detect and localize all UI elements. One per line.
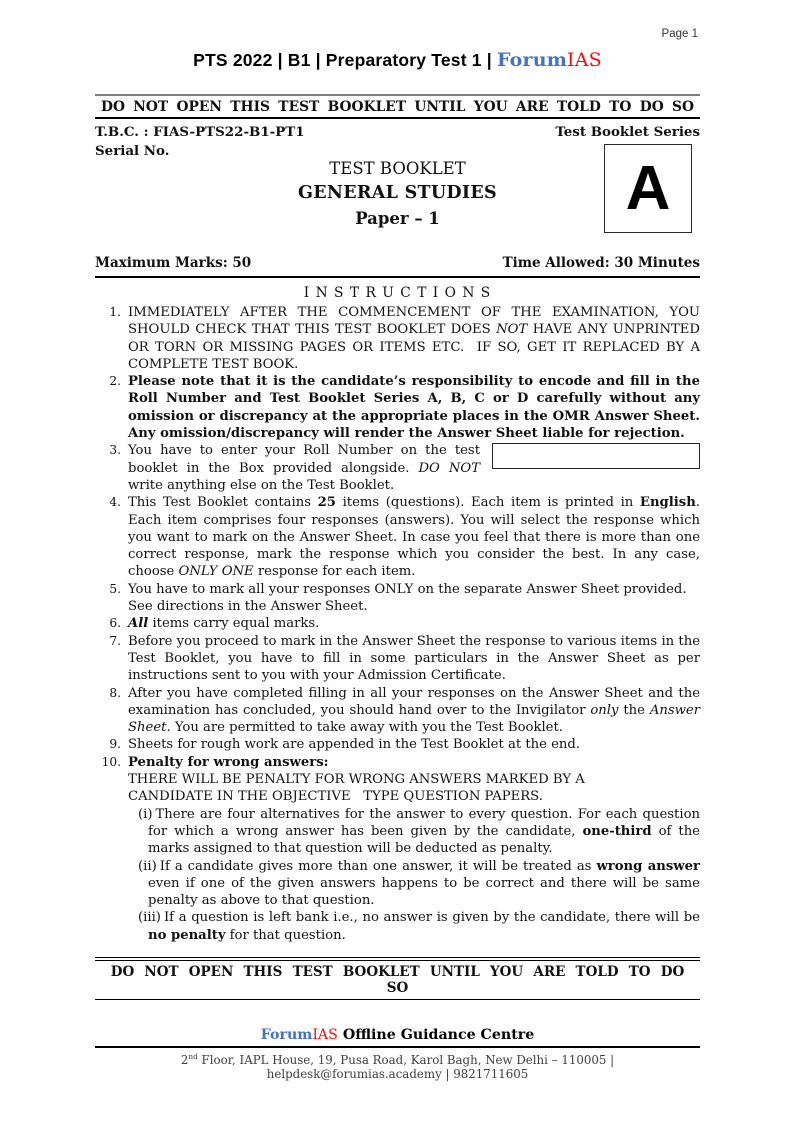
- instruction-subitem-ii: (ii) If a candidate gives more than one answer, it will be treated as wrong answer even if one of the given answers happens to be correct and there will be same penalty as above to that question.: [138, 858, 700, 909]
- instruction-item-6: [95, 615, 700, 632]
- instruction-number: 3.: [109, 443, 121, 458]
- document-header-title: [95, 49, 700, 71]
- footer-logo-ias: IAS: [312, 1026, 338, 1043]
- series-letter: A: [625, 153, 671, 223]
- instruction-text: Before you proceed to mark in the Answer Sheet the response to various items in the Test Booklet, you have to fill in some particulars in the Answer Sheet as per instructions sent to you with your Admission Certificate.: [128, 633, 700, 684]
- serial-number-label: Serial No.: [95, 143, 170, 159]
- footer-title: [95, 1027, 700, 1048]
- footer-title-text: Offline Guidance Centre: [337, 1026, 535, 1043]
- warning-banner-top: DO NOT OPEN THIS TEST BOOKLET UNTIL YOU ARE TOLD TO DO SO: [95, 94, 700, 119]
- instruction-item-9: [95, 736, 700, 753]
- page-number: Page 1: [661, 28, 698, 40]
- instruction-number: 9.: [109, 737, 121, 752]
- footer-logo-forum: Forum: [260, 1026, 313, 1043]
- instruction-text: You have to mark all your responses ONLY on the separate Answer Sheet provided. See directions in the Answer Sheet.: [128, 581, 687, 615]
- instruction-item-4: [95, 494, 700, 580]
- instruction-text: You have to enter your Roll Number on the test booklet in the Box provided alongside. DO NOT write anything else on the Test Booklet.: [128, 442, 700, 494]
- instruction-subitem-iii: (iii) If a question is left bank i.e., no answer is given by the candidate, there will be no penalty for that question.: [138, 910, 700, 943]
- warning-banner-bottom: DO NOT OPEN THIS TEST BOOKLET UNTIL YOU ARE TOLD TO DO SO: [95, 957, 700, 1000]
- footer-address: 2nd Floor, IAPL House, 19, Pusa Road, Karol Bagh, New Delhi – 110005 | helpdesk@forumias.academy | 9821711605: [180, 1051, 615, 1081]
- instruction-text: Penalty for wrong answers: THERE WILL BE PENALTY FOR WRONG ANSWERS MARKED BY A CANDIDATE IN THE OBJECTIVE TYPE QUESTION PAPERS. (i) There are four alternatives for the answer to every question. For each question for which a wrong answer has been given by the candidate, one-third of the marks assigned to that question will be deducted as penalty. (ii) If a candidate gives more than one answer, it will be treated as wrong answer even if one of the given answers happens to be correct and there will be same penalty as above to that question. (iii) If a question is left bank i.e., no answer is given by the candidate, there will be no penalty for that question.: [128, 754, 700, 943]
- instruction-item-5: [95, 581, 700, 616]
- instruction-number: 5.: [109, 581, 121, 596]
- instruction-item-10: [95, 754, 700, 944]
- instruction-number: 6.: [109, 616, 121, 631]
- marks-time-row: [95, 255, 700, 278]
- test-booklet-series-box: [604, 144, 692, 233]
- page-footer: [95, 1027, 700, 1081]
- maximum-marks: Maximum Marks: 50: [95, 255, 252, 271]
- instruction-item-3: [95, 442, 700, 494]
- instruction-text: After you have completed filling in all your responses on the Answer Sheet and the examination has concluded, you should hand over to the Invigilator only the Answer Sheet. You are permitted to take away with you the Test Booklet.: [128, 685, 701, 736]
- booklet-title: TEST BOOKLET: [329, 159, 466, 178]
- roll-number-box: [492, 443, 700, 469]
- instruction-text: All items carry equal marks.: [128, 616, 320, 632]
- instruction-text: Sheets for rough work are appended in the Test Booklet at the end.: [128, 737, 581, 753]
- booklet-header-block: [95, 124, 700, 228]
- instruction-item-2: [95, 373, 700, 442]
- instruction-number: 10.: [101, 754, 121, 769]
- instruction-text: IMMEDIATELY AFTER THE COMMENCEMENT OF THE EXAMINATION, YOU SHOULD CHECK THAT THIS TEST BOOKLET DOES NOT HAVE ANY UNPRINTED OR TORN OR MISSING PAGES OR ITEMS ETC. IF SO, GET IT REPLACED BY A COMPLETE TEST BOOK.: [128, 305, 701, 372]
- instruction-number: 8.: [109, 685, 121, 700]
- instruction-number: 1.: [109, 305, 121, 319]
- instruction-number: 4.: [109, 495, 121, 510]
- forumias-logo-forum: Forum: [496, 49, 568, 71]
- header-title-text: PTS 2022 | B1 | Preparatory Test 1 |: [193, 50, 497, 70]
- subject-title: GENERAL STUDIES: [298, 183, 497, 203]
- instruction-item-8: [95, 685, 700, 737]
- tbc-code: T.B.C. : FIAS-PTS22-B1-PT1: [95, 124, 305, 140]
- time-allowed: Time Allowed: 30 Minutes: [502, 255, 700, 271]
- instruction-subitem-i: (i) There are four alternatives for the answer to every question. For each question for which a wrong answer has been given by the candidate, one-third of the marks assigned to that question will be deducted as penalty.: [138, 806, 700, 857]
- instruction-item-7: [95, 633, 700, 685]
- instructions-heading: I N S T R U C T I O N S: [303, 285, 492, 301]
- instruction-text: Please note that it is the candidate’s responsibility to encode and fill in the Roll Number and Test Booklet Series A, B, C or D carefully without any omission or discrepancy at the appropriate places in the OMR Answer Sheet. Any omission/discrepancy will render the Answer Sheet liable for rejection.: [128, 374, 700, 442]
- instructions-list: [95, 304, 700, 944]
- instruction-item-1: [95, 304, 700, 373]
- series-label: Test Booklet Series: [555, 124, 700, 140]
- instruction-text: This Test Booklet contains 25 items (questions). Each item is printed in English. Each item comprises four responses (answers). You will select the response which you want to mark on the Answer Sheet. In case you feel that there is more than one correct response, mark the response which you consider the best. In any case, choose ONLY ONE response for each item.: [128, 495, 700, 580]
- forumias-logo-ias: IAS: [567, 49, 602, 71]
- paper-title: Paper – 1: [355, 209, 440, 228]
- instruction-number: 7.: [109, 633, 121, 648]
- instruction-number: 2.: [109, 374, 121, 389]
